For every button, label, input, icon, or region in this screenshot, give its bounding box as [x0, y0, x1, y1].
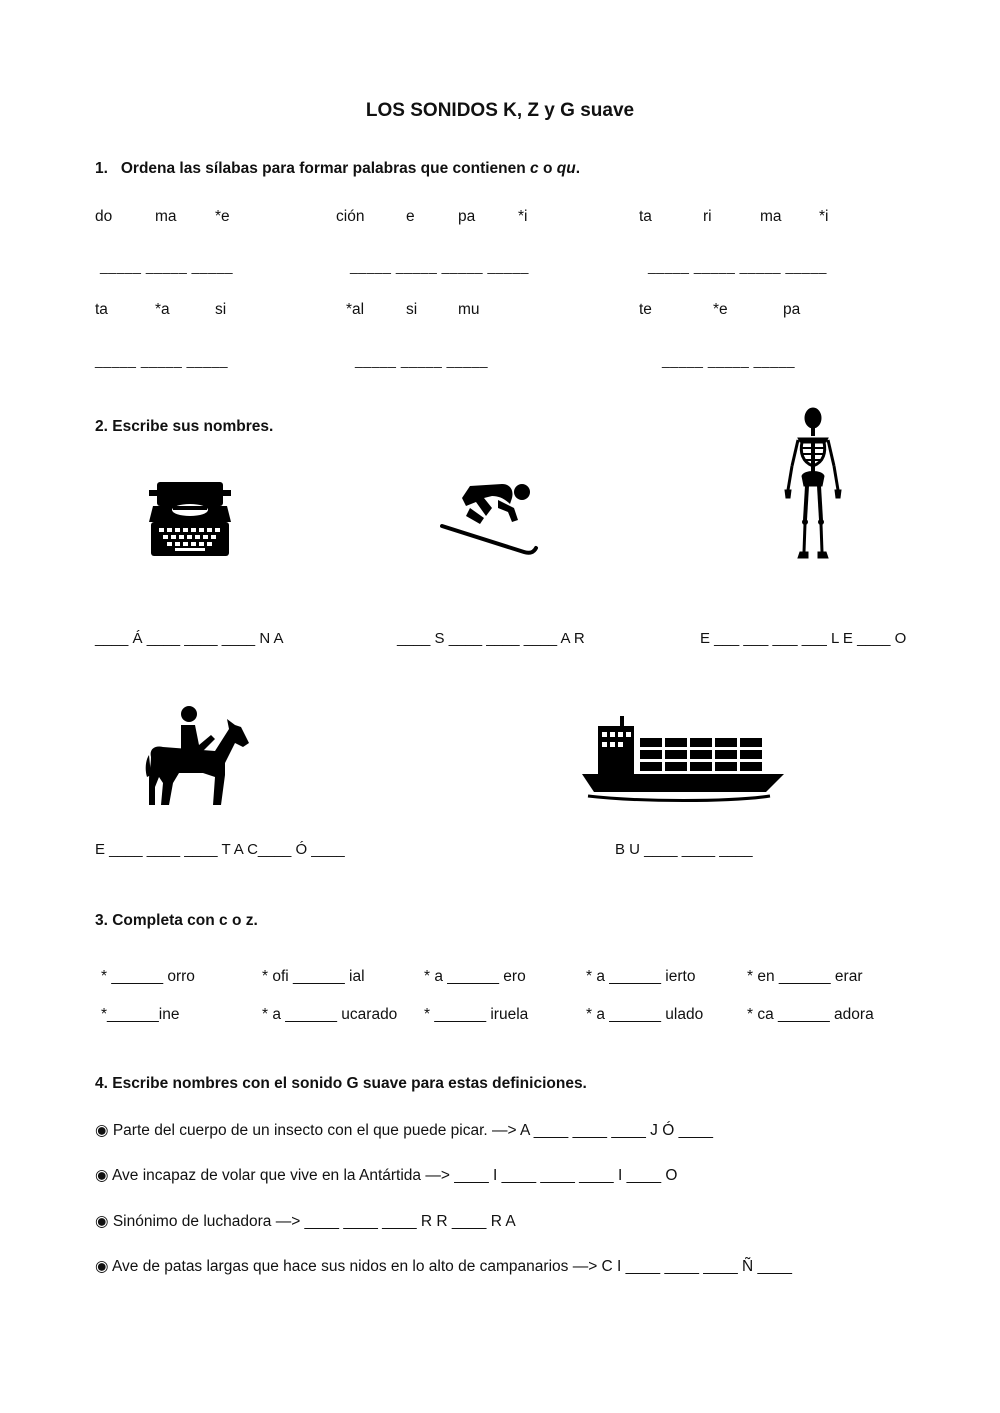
section-1-heading [95, 160, 580, 178]
answer-blanks[interactable]: _____ _____ _____ [100, 258, 234, 274]
fill-item[interactable]: * a ______ ierto [586, 968, 696, 985]
syllable: *e [215, 208, 230, 225]
answer-blanks[interactable]: _____ _____ _____ _____ [648, 258, 827, 274]
typewriter-icon [145, 480, 235, 560]
definition-text: Ave incapaz de volar que vive en la Antártida —> ____ I ____ ____ ____ I ____ O [111, 1167, 678, 1184]
syllable: ma [155, 208, 177, 225]
fill-item[interactable]: * ca ______ adora [747, 1006, 874, 1023]
definition-text: Ave de patas largas que hace sus nidos en lo alto de campanarios —> C I ____ ____ ____ Ñ ____ [111, 1258, 793, 1275]
definition-item[interactable] [95, 1166, 677, 1185]
section-1-text: Ordena las sílabas para formar palabras que contienen [120, 160, 531, 177]
answer-line-skeleton[interactable]: E ___ ___ ___ ___ L E ____ O [700, 630, 907, 647]
answer-blanks[interactable]: _____ _____ _____ [95, 352, 229, 368]
radio-bullet-icon: ◉ [95, 1258, 109, 1275]
fill-item[interactable]: * a ______ ero [424, 968, 526, 985]
answer-blanks[interactable]: _____ _____ _____ [355, 352, 489, 368]
definition-text: Sinónimo de luchadora —> ____ ____ ____ R R ____ R A [112, 1213, 516, 1230]
fill-item[interactable]: * ______ iruela [424, 1006, 529, 1023]
radio-bullet-icon: ◉ [95, 1122, 109, 1139]
syllable: *e [713, 301, 728, 318]
answer-line-horse-rider[interactable]: E ____ ____ ____ T A C____ Ó ____ [95, 841, 345, 858]
section-4-heading: 4. Escribe nombres con el sonido G suave para estas definiciones. [95, 1075, 587, 1092]
skier-icon [440, 478, 540, 560]
syllable: *a [155, 301, 170, 318]
section-1-end: . [575, 160, 581, 177]
definition-item[interactable] [95, 1212, 516, 1231]
section-1-number: 1. [95, 160, 108, 177]
syllable: pa [458, 208, 476, 225]
section-1-qu: qu [556, 160, 576, 177]
answer-line-ship[interactable]: B U ____ ____ ____ [615, 841, 753, 858]
syllable: si [406, 301, 418, 318]
syllable: pa [783, 301, 801, 318]
fill-item[interactable]: * a ______ ucarado [262, 1006, 398, 1023]
section-2-heading: 2. Escribe sus nombres. [95, 418, 274, 435]
fill-item[interactable]: *______ine [101, 1006, 180, 1023]
definition-text: Parte del cuerpo de un insecto con el que puede picar. —> A ____ ____ ____ J Ó ____ [112, 1122, 714, 1139]
radio-bullet-icon: ◉ [95, 1167, 109, 1184]
section-1-c: c [530, 160, 539, 177]
fill-item[interactable]: * en ______ erar [747, 968, 863, 985]
section-3-heading: 3. Completa con c o z. [95, 912, 258, 929]
radio-bullet-icon: ◉ [95, 1213, 109, 1230]
syllable: *i [819, 208, 829, 225]
syllable: ri [703, 208, 712, 225]
fill-item[interactable]: * ______ orro [101, 968, 195, 985]
syllable: *al [346, 301, 365, 318]
syllable: mu [458, 301, 480, 318]
answer-line-typewriter[interactable]: ____ Á ____ ____ ____ N A [95, 630, 284, 647]
syllable: ta [95, 301, 108, 318]
horse-rider-icon [145, 705, 255, 811]
syllable: te [639, 301, 652, 318]
definition-item[interactable] [95, 1121, 713, 1140]
syllable: do [95, 208, 113, 225]
syllable: ción [336, 208, 365, 225]
skeleton-icon [782, 406, 844, 560]
answer-line-skier[interactable]: ____ S ____ ____ ____ A R [397, 630, 585, 647]
page-title: LOS SONIDOS K, Z y G suave [365, 100, 635, 121]
fill-item[interactable]: * ofi ______ ial [262, 968, 365, 985]
answer-blanks[interactable]: _____ _____ _____ [662, 352, 796, 368]
answer-blanks[interactable]: _____ _____ _____ _____ [350, 258, 529, 274]
syllable: ma [760, 208, 782, 225]
syllable: si [215, 301, 227, 318]
fill-item[interactable]: * a ______ ulado [586, 1006, 704, 1023]
section-1-o: o [538, 160, 557, 177]
syllable: *i [518, 208, 528, 225]
cargo-ship-icon [580, 712, 785, 802]
syllable: e [406, 208, 415, 225]
syllable: ta [639, 208, 652, 225]
definition-item[interactable] [95, 1257, 792, 1276]
